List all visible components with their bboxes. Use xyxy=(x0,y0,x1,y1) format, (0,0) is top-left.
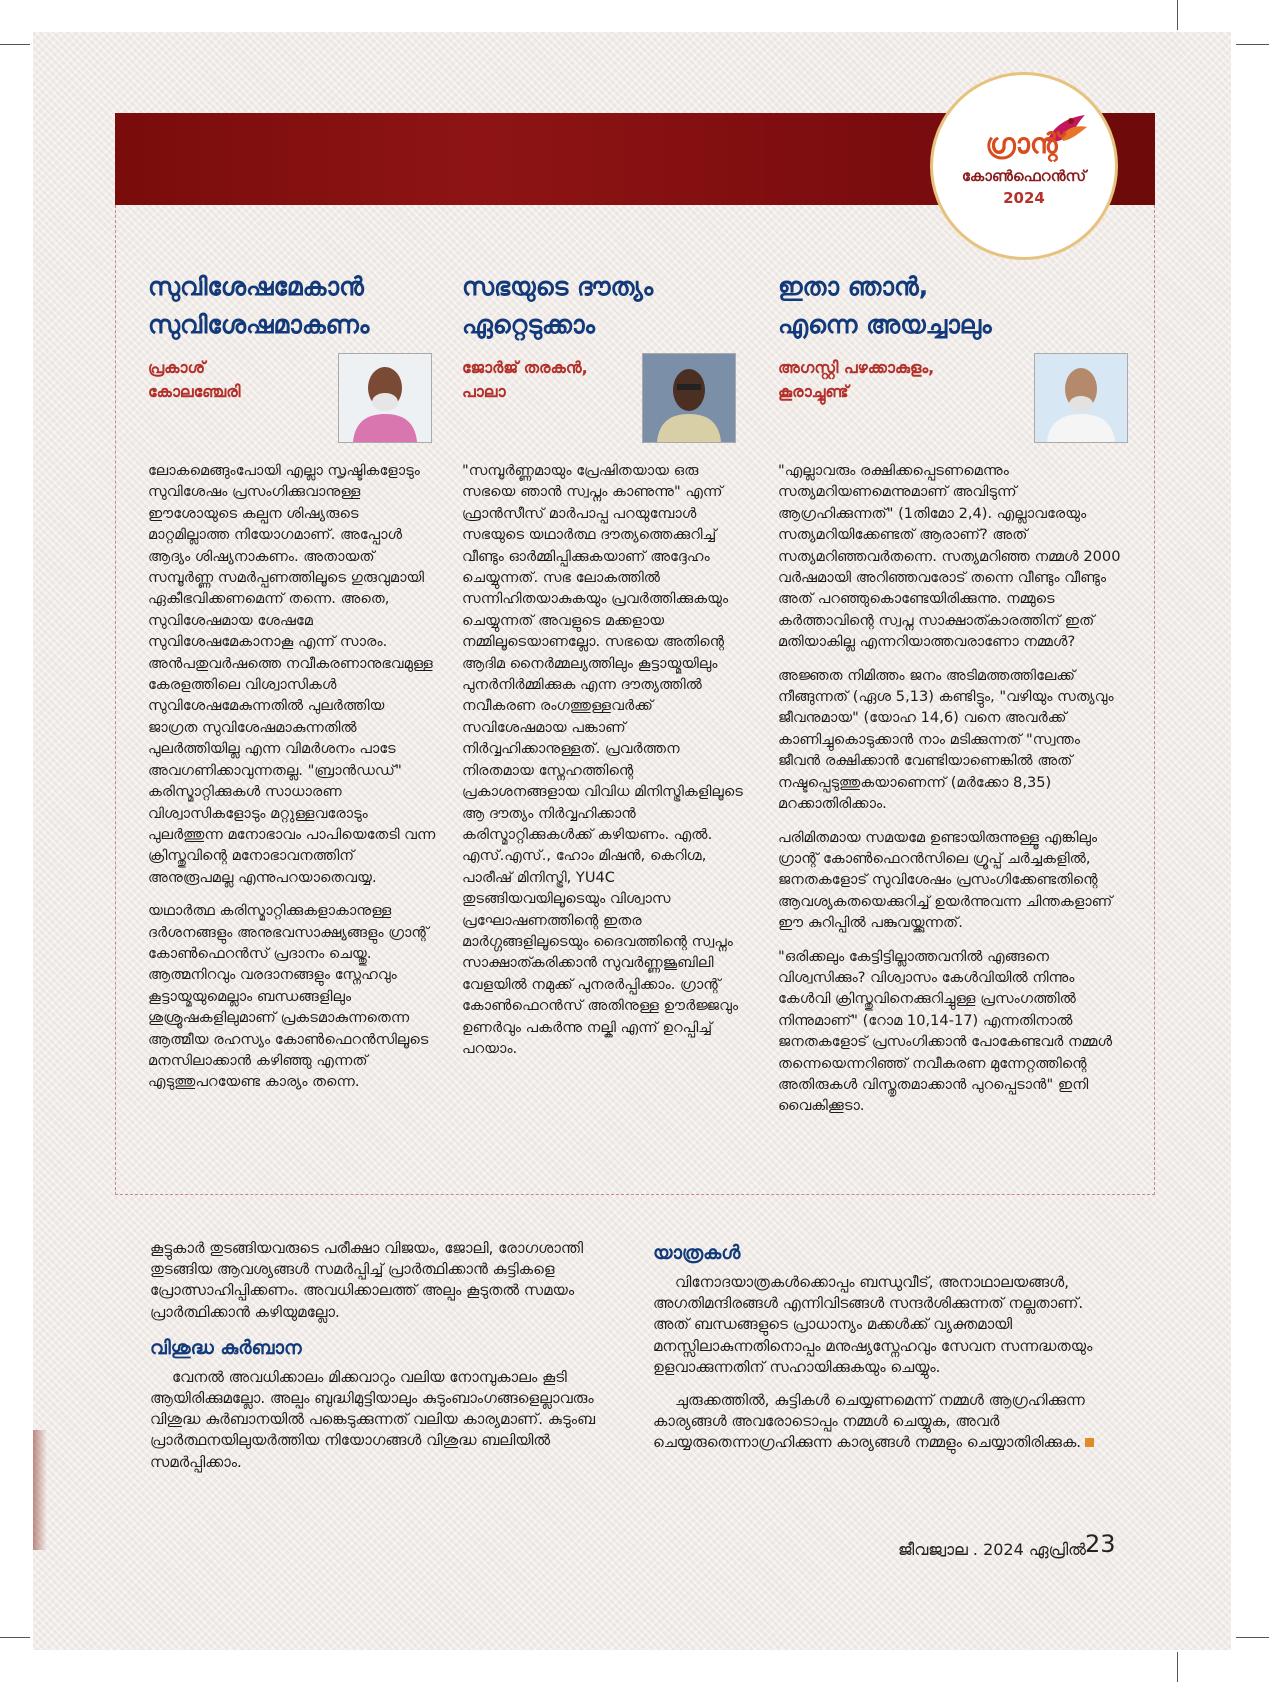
author-block xyxy=(148,356,438,460)
author-line1: പ്രകാശ് xyxy=(148,358,206,377)
author-block xyxy=(778,356,1123,460)
column-title-line1: സഭയുടെ ദൗത്യം xyxy=(462,272,654,301)
author-line2: പാലാ xyxy=(462,382,506,401)
end-mark-icon xyxy=(1085,1438,1094,1447)
article-column-2 xyxy=(462,268,752,1071)
crop-mark xyxy=(1236,1637,1269,1638)
author-line1: അഗസ്റ്റി പഴക്കാകുളം, xyxy=(778,358,935,377)
grand-conference-logo xyxy=(930,72,1118,260)
lower-right-paragraph-text: ചുരുക്കത്തിൽ, കുട്ടികൾ ചെയ്യണമെന്ന് നമ്മൾ ആഗ്രഹിക്കുന്ന കാര്യങ്ങൾ അവരോടൊപ്പം നമ്മൾ ചെയ്യുക, അവർ ചെയ്യരുതെന്നാഗ്രഹിക്കുന്ന കാര്യങ്ങൾ നമ്മളും ചെയ്യാതിരിക്കുക. xyxy=(653,1391,1085,1452)
column-title-line2: എന്നെ അയച്ചാലും xyxy=(778,310,992,339)
logo-line2: കോൺഫെറൻസ് xyxy=(961,167,1087,185)
article-paragraph: "സമ്പൂർണ്ണമായും പ്രേഷിതയായ ഒരു സഭയെ ഞാൻ സ്വപ്നം കാണുന്നു" എന്ന് ഫ്രാൻസീസ് മാർപാപ്പ പറയുമ്പോൾ സഭയുടെ യഥാർത്ഥ ദൗത്യത്തെക്കുറിച്ച് വീണ്ടും ഓർമ്മിപ്പിക്കുകയാണ് അദ്ദേഹം ചെയ്യുന്നത്. സഭ ലോകത്തിൽ സന്നിഹിതയാകുകയും പ്രവർത്തിക്കുകയും ചെയ്യുന്നത് അവളുടെ മക്കളായ നമ്മിലൂടെയാണല്ലോ. സഭയെ അതിന്റെ ആദിമ നൈർമ്മല്യത്തിലും കൂട്ടായ്മയിലും പുനർനിർമ്മിക്കുക എന്ന ദൗത്യത്തിൽ നവീകരണ രംഗത്തുള്ളവർക്ക് സവിശേഷമായ പങ്കാണ് നിർവ്വഹിക്കാനുള്ളത്. പ്രവർത്തന നിരതമായ സ്നേഹത്തിന്റെ പ്രകാശനങ്ങളായ വിവിധ മിനിസ്ട്രികളിലൂടെ ആ ദൗത്യം നിർവ്വഹിക്കാൻ കരിസ്മാറ്റിക്കുകൾക്ക് കഴിയണം. എൽ. എസ്.എസ്., ഹോം മിഷൻ, കെറിഗ്മ, പാരീഷ് മിനിസ്ട്രി, YU4C തുടങ്ങിയവയിലൂടെയും വിശ്വാസ പ്രഘോഷണത്തിന്റെ ഇതര മാർഗ്ഗങ്ങളിലൂടെയും ദൈവത്തിന്റെ സ്വപ്നം സാക്ഷാത്കരിക്കാൻ സുവർണ്ണജൂബിലി വേളയിൽ നമുക്ക് പുനരർപ്പിക്കാം. ഗ്രാന്റ് കോൺഫെറൻസ് അതിനുള്ള ഊർജ്ജവും ഉണർവും പകർന്നു നല്കി എന്ന് ഉറപ്പിച്ച് പറയാം. xyxy=(462,462,743,1057)
crop-mark xyxy=(0,1637,30,1638)
article-paragraph: "ഒരിക്കലും കേട്ടിട്ടില്ലാത്തവനിൽ എങ്ങനെ വിശ്വസിക്കും? വിശ്വാസം കേൾവിയിൽ നിന്നും കേൾവി ക്രിസ്തുവിനെക്കുറിച്ചുള്ള പ്രസംഗത്തിൽ നിന്നുമാണ്" (റോമ 10,14-17) എന്നതിനാൽ ജനതകളോട് പ്രസംഗിക്കാൻ പോകേണ്ടവർ നമ്മൾ തന്നെയെന്നറിഞ്ഞ് നവീകരണ മുന്നേറ്റത്തിന്റെ അതിരുകൾ വിസ്തൃതമാക്കാൻ പുറപ്പെടാൻ" ഇനി വൈകിക്കൂടാ. xyxy=(778,947,1113,1115)
article-column-1 xyxy=(148,268,438,1105)
lower-right-section xyxy=(653,1240,1103,1466)
column-title-line1: സുവിശേഷമേകാൻ xyxy=(148,272,364,301)
column-title-line1: ഇതാ ഞാൻ, xyxy=(778,272,929,301)
author-line2: കോലഞ്ചേരി xyxy=(148,382,241,401)
author-photo xyxy=(1034,353,1128,443)
lower-left-body: വേനൽ അവധിക്കാലം മിക്കവാറും വലിയ നോമ്പുകാലം കൂടി ആയിരിക്കുമല്ലോ. അല്പം ബുദ്ധിമുട്ടിയാലും കുടുംബാംഗങ്ങളെല്ലാവരും വിശുദ്ധ കുർബാനയിൽ പങ്കെടുക്കുന്നത് വലിയ കാര്യമാണ്. കുടുംബ പ്രാർത്ഥനയിലുയർത്തിയ നിയോഗങ്ങൾ വിശുദ്ധ ബലിയിൽ സമർപ്പിക്കാം. xyxy=(150,1367,596,1471)
crop-mark xyxy=(1177,0,1178,30)
crop-mark xyxy=(0,44,30,45)
article-paragraph: അജ്ഞത നിമിത്തം ജനം അടിമത്തത്തിലേക്ക് നീങ്ങുന്നത് (ഏശ 5,13) കണ്ടിട്ടും, "വഴിയും സത്യവും ജീവനുമായ" (യോഹ 14,6) വനെ അവർക്ക് കാണിച്ചുകൊടുക്കാൻ നാം മടിക്കുന്നത് "സ്വന്തം ജീവൻ രക്ഷിക്കാൻ വേണ്ടിയാണെങ്കിൽ അത് നഷ്ടപ്പെടുത്തുകയാണെന്ന് (മർക്കോ 8,35) മറക്കാതിരിക്കാം. xyxy=(778,666,1114,813)
author-photo xyxy=(642,353,736,443)
footer-publication: ജീവജ്വാല . 2024 ഏപ്രിൽ xyxy=(897,1540,1086,1559)
column-title-line2: സുവിശേഷമാകണം xyxy=(148,310,370,339)
lower-right-paragraph: വിനോദയാത്രകൾക്കൊപ്പം ബന്ധുവീട്, അനാഥാലയങ്ങൾ, അഗതിമന്ദിരങ്ങൾ എന്നിവിടങ്ങൾ സന്ദർശിക്കുന്നത് നല്ലതാണ്. അത് ബന്ധങ്ങളുടെ പ്രാധാന്യം മക്കൾക്ക് വ്യക്തമായി മനസ്സിലാകുന്നതിനൊപ്പം മനുഷ്യസ്നേഹവും സേവന സന്നദ്ധതയും ഉളവാക്കുന്നതിന് സഹായിക്കുകയും ചെയ്യും. xyxy=(653,1273,1093,1376)
article-paragraph: "എല്ലാവരും രക്ഷിക്കപ്പെടണമെന്നും സത്യമറിയണമെന്നുമാണ് അവിടുന്ന് ആഗ്രഹിക്കുന്നത്" (1തിമോ 2,4). എല്ലാവരേയും സത്യമറിയിക്കേണ്ടത് ആരാണ്? അത് സത്യമറിഞ്ഞവർതന്നെ. സത്യമറിഞ്ഞ നമ്മൾ 2000 വർഷമായി അറിഞ്ഞവരോട് തന്നെ വീണ്ടും വീണ്ടും അത് പറഞ്ഞുകൊണ്ടേയിരിക്കുന്നു. നമ്മുടെ കർത്താവിന്റെ സ്വപ്ന സാക്ഷാത്കാരത്തിന് ഇത് മതിയാകില്ല എന്നറിയാത്തവരാണോ നമ്മൾ? xyxy=(778,462,1121,651)
author-photo xyxy=(338,353,432,443)
author-line2: കൂരാച്ചുണ്ട് xyxy=(778,382,849,401)
column-title xyxy=(778,268,1123,344)
article-paragraph: ലോകമെങ്ങുംപോയി എല്ലാ സൃഷ്ടികളോടും സുവിശേഷം പ്രസംഗിക്കുവാനുള്ള ഈശോയുടെ കല്പന ശിഷ്യരുടെ മാറ്റമില്ലാത്ത നിയോഗമാണ്. അപ്പോൾ ആദ്യം ശിഷ്യനാകണം. അതായത് സമ്പൂർണ്ണ സമർപ്പണത്തിലൂടെ ഗുരുവുമായി ഏകീഭവിക്കണമെന്ന് തന്നെ. അതെ, സുവിശേഷമായ ശേഷമേ സുവിശേഷമേകാനാകൂ എന്ന് സാരം. അൻപതുവർഷത്തെ നവീകരണാനുഭവമുള്ള കേരളത്തിലെ വിശ്വാസികൾ സുവിശേഷമേകുന്നതിൽ പുലർത്തിയ ജാഗ്രത സുവിശേഷമാകുന്നതിൽ പുലർത്തിയില്ല എന്ന വിമർശനം പാടേ അവഗണിക്കാവുന്നതല്ല. "ബ്രാൻഡഡ്" കരിസ്മാറ്റിക്കുകൾ സാധാരണ വിശ്വാസികളോടും മറ്റുള്ളവരോടും പുലർത്തുന്ന മനോഭാവം പാപിയെതേടി വന്ന ക്രിസ്തുവിന്റെ മനോഭാവനത്തിന് അനുരൂപമല്ല എന്നുപറയാതെവയ്യ. xyxy=(148,462,436,886)
article-column-3 xyxy=(778,268,1123,1129)
logo-line1: ഗ്രാന്റ് xyxy=(985,127,1063,160)
column-title xyxy=(462,268,752,344)
article-paragraph: പരിമിതമായ സമയമേ ഉണ്ടായിരുന്നുള്ളൂ എങ്കിലും ഗ്രാന്റ് കോൺഫെറൻസിലെ ഗ്രൂപ്പ് ചർച്ചകളിൽ, ജനതകളോട് സുവിശേഷം പ്രസംഗിക്കേണ്ടതിന്റെ ആവശ്യകതയെക്കുറിച്ച് ഉയർന്നുവന്ന ചിന്തകളാണ് ഈ കുറിപ്പിൽ പങ്കുവയ്ക്കുന്നത്. xyxy=(778,828,1113,932)
lower-left-section xyxy=(150,1238,600,1485)
column-title xyxy=(148,268,438,344)
logo-year: 2024 xyxy=(1003,189,1045,207)
crop-mark xyxy=(1236,44,1269,45)
column-title-line2: ഏറ്റെടുക്കാം xyxy=(462,310,595,339)
lower-right-paragraph xyxy=(653,1390,1103,1454)
lower-left-intro: കൂട്ടുകാർ തുടങ്ങിയവരുടെ പരീക്ഷാ വിജയം, ജോലി, രോഗശാന്തി തുടങ്ങിയ ആവശ്യങ്ങൾ സമർപ്പിച്ച് പ്രാർത്ഥിക്കാൻ കുട്ടികളെ പ്രോത്സാഹിപ്പിക്കണം. അവധിക്കാലത്ത് അല്പം കൂടുതൽ സമയം പ്രാർത്ഥിക്കാൻ കഴിയുമല്ലോ. xyxy=(150,1239,584,1321)
section-heading: യാത്രകൾ xyxy=(653,1242,741,1264)
page-number: 23 xyxy=(1085,1530,1116,1558)
section-heading: വിശുദ്ധ കുർബാന xyxy=(150,1336,302,1359)
crop-mark xyxy=(1177,1652,1178,1682)
article-paragraph: യഥാർത്ഥ കരിസ്മാറ്റിക്കുകളാകാനുള്ള ദർശനങ്ങളും അനുഭവസാക്ഷ്യങ്ങളും ഗ്രാന്റ് കോൺഫെറൻസ് പ്രദാനം ചെയ്തു. ആത്മനിറവും വരദാനങ്ങളും സ്നേഹവും കൂട്ടായ്മയുമെല്ലാം ബന്ധങ്ങളിലും ശുശ്രൂഷകളിലുമാണ് പ്രകടമാകുന്നതെന്ന ആത്മീയ രഹസ്യം കോൺഫെറൻസിലൂടെ മനസിലാക്കാൻ കഴിഞ്ഞു എന്നത് എടുത്തുപറയേണ്ട കാര്യം തന്നെ. xyxy=(148,902,429,1091)
page-shadow xyxy=(33,1430,47,1550)
author-block xyxy=(462,356,752,460)
author-line1: ജോർജ് തരകൻ, xyxy=(462,358,588,377)
